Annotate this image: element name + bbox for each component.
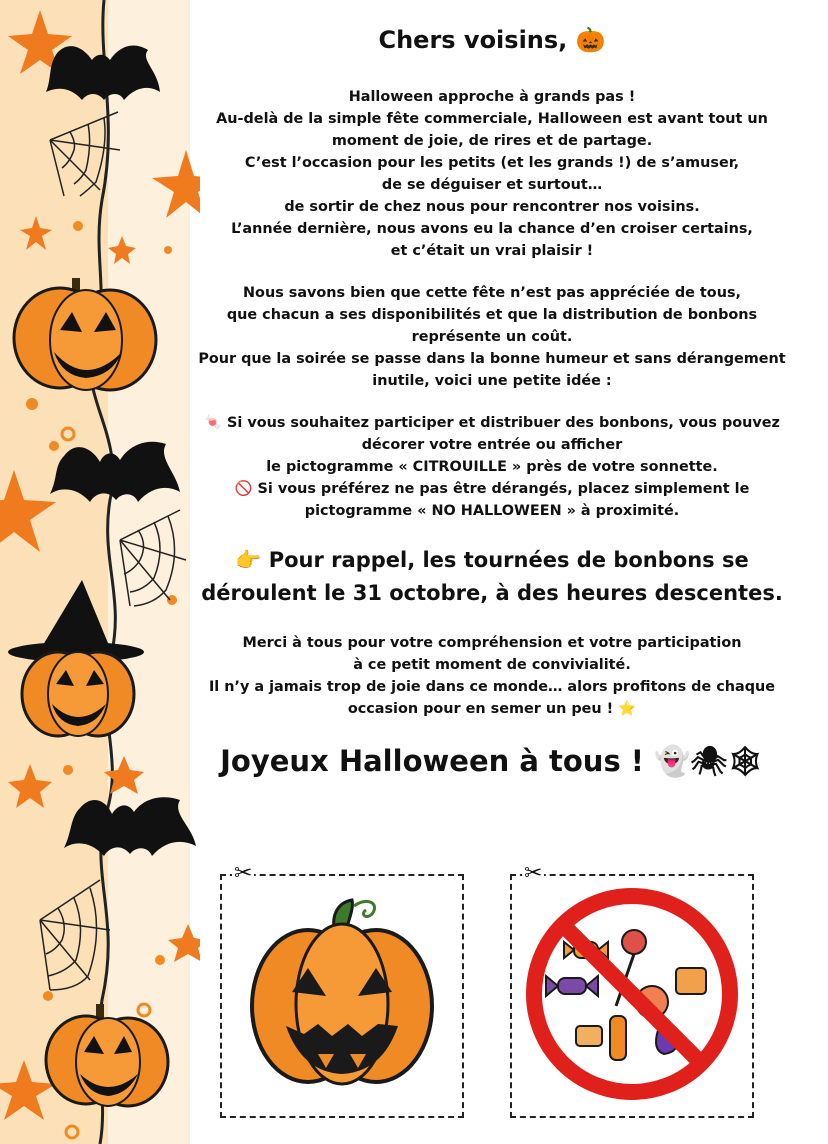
halloween-wish: Joyeux Halloween à tous ! 👻🕷🕸 [220, 744, 764, 778]
thanks-paragraph [190, 632, 794, 720]
pumpkin-icon [8, 580, 144, 736]
star-icon [168, 924, 200, 962]
pumpkin-icon [14, 278, 156, 390]
bat-icon [64, 797, 196, 856]
star-icon [20, 216, 52, 250]
text-line: que chacun a ses disponibilités et que la distribution de bonbons [226, 307, 758, 323]
text-line: 👉 Pour rappel, les tournées de bonbons se [235, 548, 749, 572]
text-line: 🍬 Si vous souhaitez participer et distribuer des bonbons, vous pouvez [204, 415, 780, 431]
text-line: pictogramme « NO HALLOWEEN » à proximité. [304, 503, 680, 519]
star-icon [108, 236, 136, 264]
text-line: de se déguiser et surtout… [381, 177, 603, 193]
text-line: représente un coût. [411, 329, 573, 345]
text-line: inutile, voici une petite idée : [372, 373, 612, 389]
text-line: de sortir de chez nous pour rencontrer nos voisins. [284, 199, 700, 215]
text-line: Au-delà de la simple fête commerciale, Halloween est avant tout un [216, 111, 768, 127]
text-line: L’année dernière, nous avons eu la chance d’en croiser certains, [231, 221, 753, 237]
page-title: Chers voisins, 🎃 [378, 26, 606, 54]
text-line: Merci à tous pour votre compréhension et votre participation [242, 635, 742, 651]
text-line: décorer votre entrée ou afficher [361, 437, 623, 453]
text-line: le pictogramme « CITROUILLE » près de votre sonnette. [266, 459, 718, 475]
halloween-garland-decoration [0, 0, 200, 1144]
text-line: Il n’y a jamais trop de joie dans ce monde… alors profitons de chaque [208, 679, 776, 695]
bat-icon [50, 442, 180, 502]
text-line: à ce petit moment de convivialité. [353, 657, 631, 673]
cutout-no-halloween-card [510, 861, 754, 1118]
pumpkin-icon [46, 1004, 168, 1106]
text-line: déroulent le 31 octobre, à des heures descentes. [201, 581, 783, 605]
text-line: 🚫 Si vous préférez ne pas être dérangés, placez simplement le [234, 481, 750, 497]
context-paragraph [190, 282, 794, 392]
reminder-paragraph [180, 544, 804, 610]
intro-paragraph [190, 86, 794, 262]
pumpkin-icon [222, 876, 462, 1116]
spiderweb-icon [120, 510, 186, 606]
options-paragraph [190, 412, 794, 522]
text-line: occasion pour en semer un peu ! ⭐ [347, 701, 637, 717]
text-line: moment de joie, de rires et de partage. [331, 133, 653, 149]
text-line: Pour que la soirée se passe dans la bonne humeur et sans dérangement [198, 351, 786, 367]
text-line: Halloween approche à grands pas ! [348, 89, 636, 105]
spiderweb-icon [40, 880, 110, 990]
text-line: Nous savons bien que cette fête n’est pas appréciée de tous, [243, 285, 741, 301]
text-line: et c’était un vrai plaisir ! [390, 243, 594, 259]
no-candy-icon [512, 876, 752, 1116]
text-line: C’est l’occasion pour les petits (et les grands !) de s’amuser, [244, 155, 740, 171]
scissors-icon: ✂ [234, 861, 253, 886]
cutout-pumpkin-card [220, 861, 464, 1118]
scissors-icon: ✂ [524, 861, 543, 886]
star-icon [8, 764, 52, 808]
star-icon [0, 470, 56, 552]
